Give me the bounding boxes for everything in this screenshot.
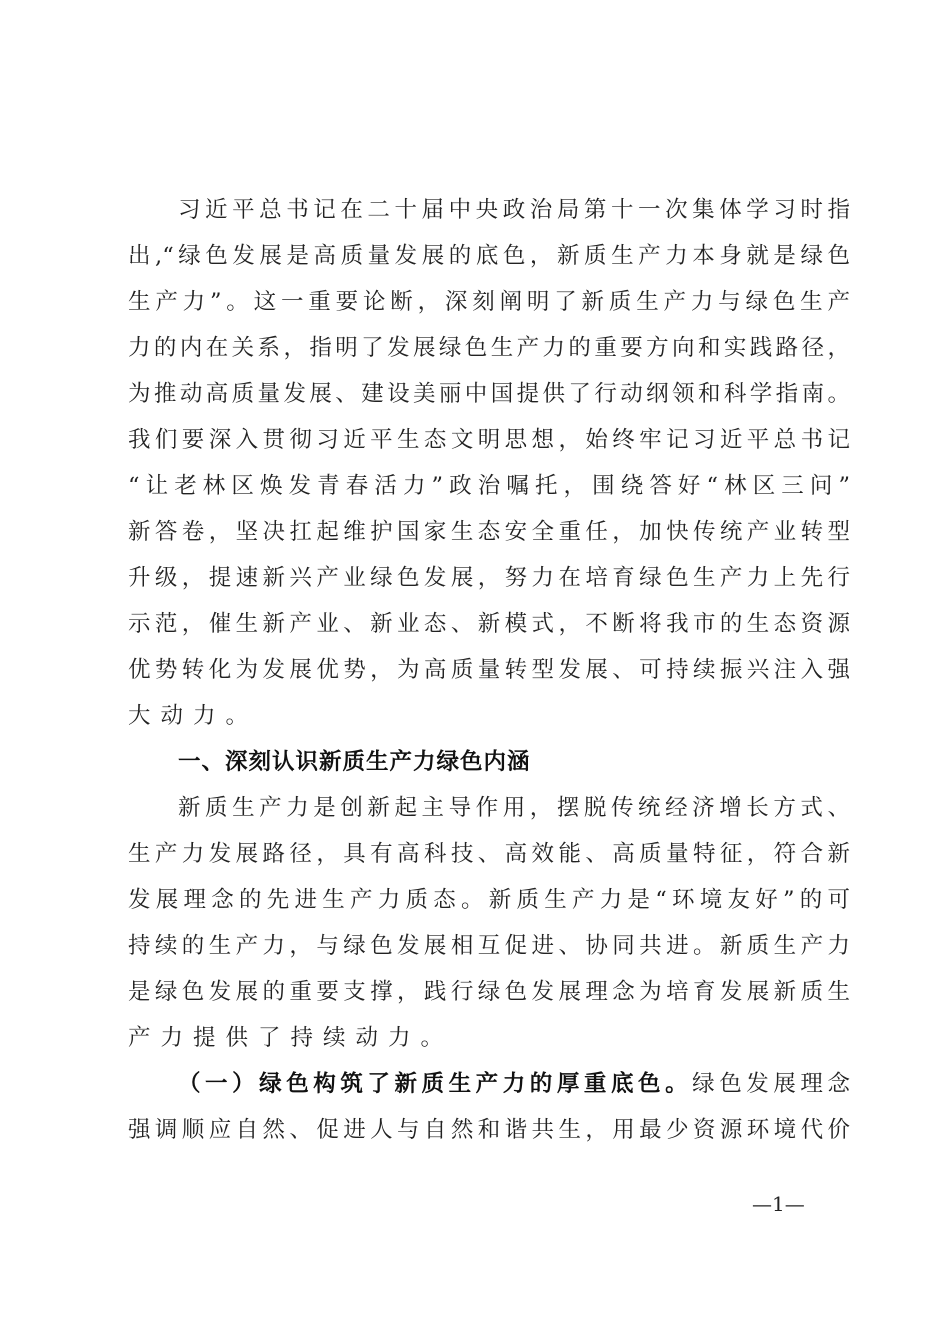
text-line: 为推动高质量发展、建设美丽中国提供了行动纲领和科学指南。 xyxy=(128,381,850,407)
heading-text: 一、深刻认识新质生产力绿色内涵 xyxy=(178,749,531,775)
text-line: 新答卷，坚决扛起维护国家生态安全重任，加快传统产业转型 xyxy=(128,519,850,545)
text-line xyxy=(128,1061,850,1107)
section-heading xyxy=(128,739,850,785)
text-line: 升级，提速新兴产业绿色发展，努力在培育绿色生产力上先行 xyxy=(128,565,850,591)
text-line: 力的内在关系，指明了发展绿色生产力的重要方向和实践路径， xyxy=(128,335,850,361)
text-line: 是绿色发展的重要支撑，践行绿色发展理念为培育发展新质生 xyxy=(128,979,850,1005)
text-line: “让老林区焕发青春活力”政治嘱托，围绕答好“林区三问” xyxy=(128,473,850,499)
subsection-text: 绿色发展理念 xyxy=(692,1071,850,1097)
text-line: 优势转化为发展优势，为高质量转型发展、可持续振兴注入强 xyxy=(128,657,850,683)
text-line: 出,“绿色发展是高质量发展的底色，新质生产力本身就是绿色 xyxy=(128,243,850,269)
text-line: 新质生产力是创新起主导作用，摆脱传统经济增长方式、 xyxy=(178,795,850,821)
subsection-paragraph xyxy=(128,1061,850,1153)
text-line: 示范，催生新产业、新业态、新模式，不断将我市的生态资源 xyxy=(128,611,850,637)
text-line: 我们要深入贯彻习近平生态文明思想，始终牢记习近平总书记 xyxy=(128,427,850,453)
subsection-title: （一）绿色构筑了新质生产力的厚重底色。 xyxy=(178,1071,693,1097)
page-number: —1— xyxy=(752,1192,805,1216)
text-line: 生产力发展路径，具有高科技、高效能、高质量特征，符合新 xyxy=(128,841,850,867)
text-line: 强调顺应自然、促进人与自然和谐共生，用最少资源环境代价 xyxy=(128,1117,850,1143)
text-line: 生产力”。这一重要论断，深刻阐明了新质生产力与绿色生产 xyxy=(128,289,850,315)
text-line: 大动力。 xyxy=(128,703,259,729)
intro-paragraph xyxy=(128,187,850,739)
document-body xyxy=(128,187,850,1153)
section-paragraph xyxy=(128,785,850,1061)
text-line: 发展理念的先进生产力质态。新质生产力是“环境友好”的可 xyxy=(128,887,850,913)
text-line: 持续的生产力，与绿色发展相互促进、协同共进。新质生产力 xyxy=(128,933,850,959)
text-line: 习近平总书记在二十届中央政治局第十一次集体学习时指 xyxy=(178,197,850,223)
text-line: 产力提供了持续动力。 xyxy=(128,1025,454,1051)
